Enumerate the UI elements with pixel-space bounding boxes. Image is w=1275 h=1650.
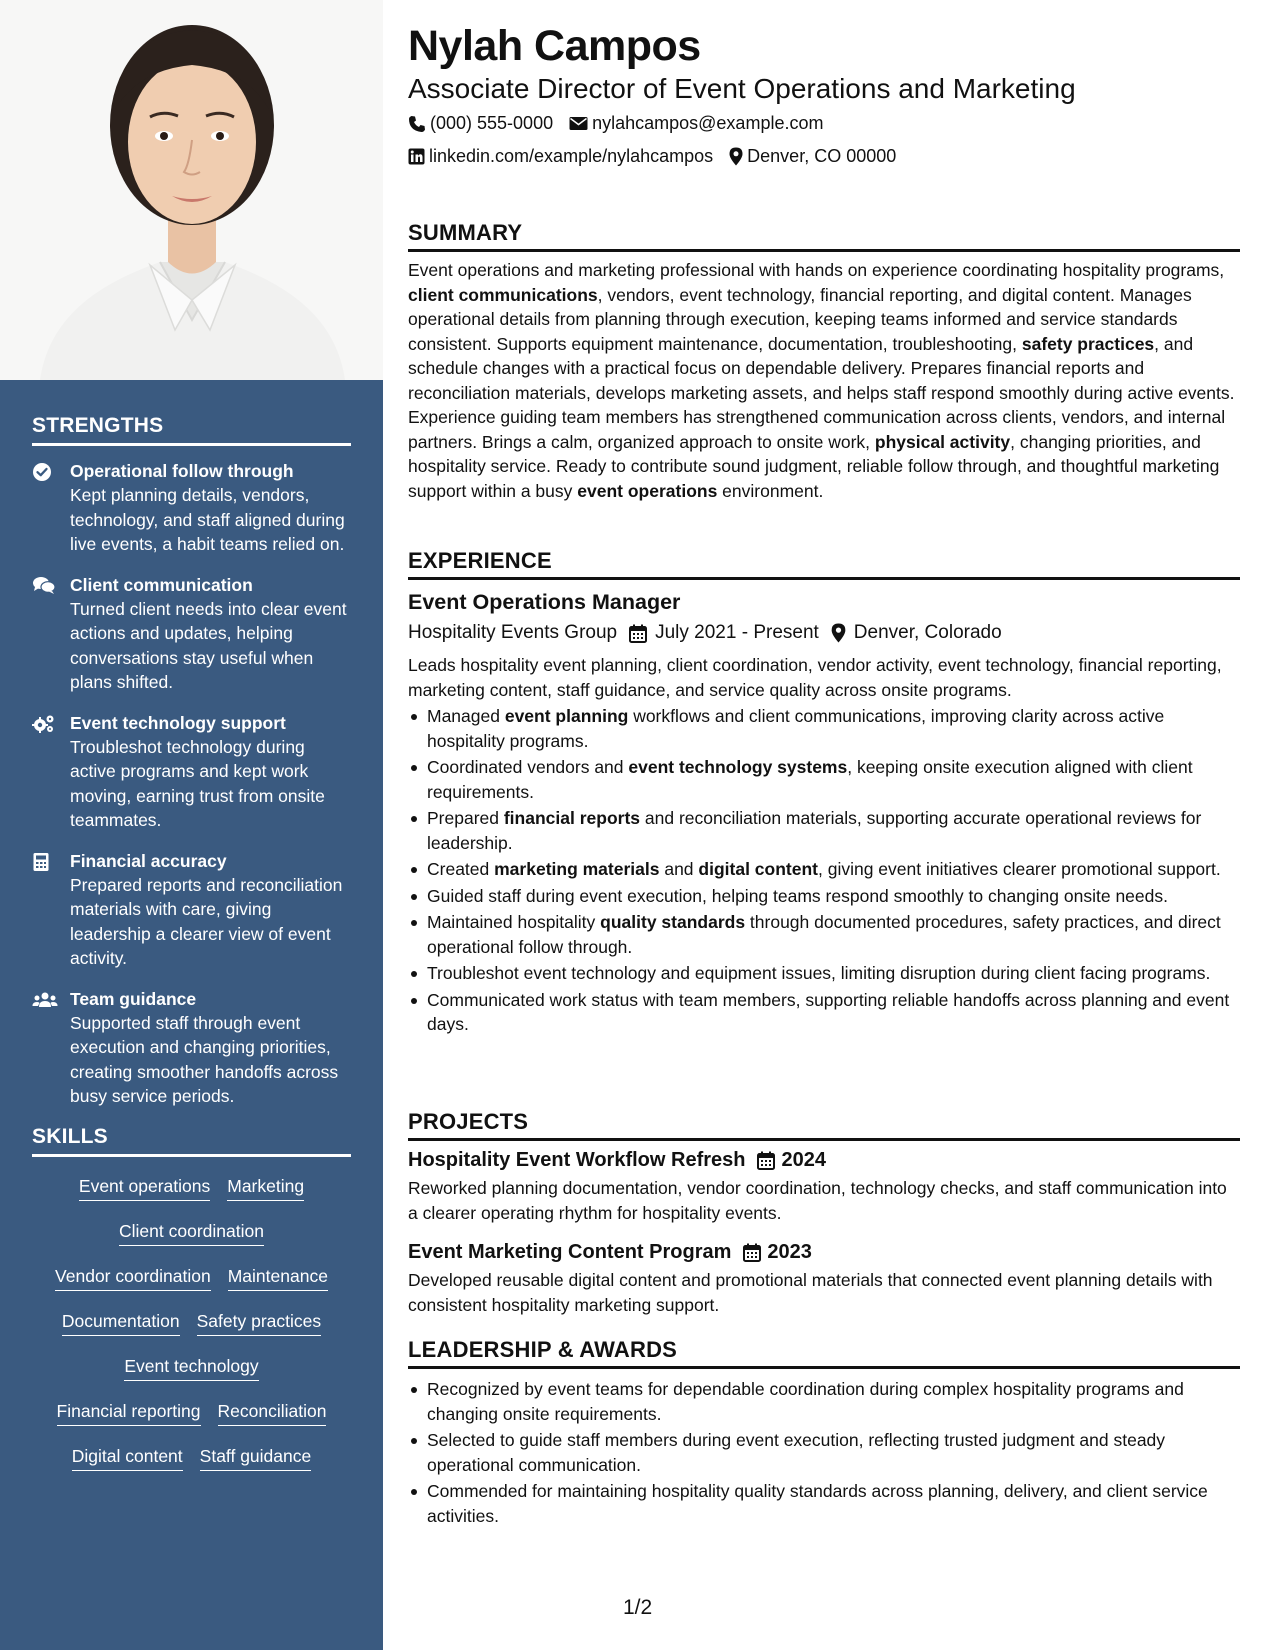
strength-desc: Turned client needs into clear event actions and updates, helping conversations stay useful when plans shifted. xyxy=(70,598,347,692)
job-bullet xyxy=(408,704,1240,753)
linkedin-icon xyxy=(408,148,429,165)
projects-heading: PROJECTS xyxy=(408,1109,1240,1141)
text-run: and reconciliation materials, supporting accurate operational reviews for leadership. xyxy=(427,808,1202,853)
strength-title: Team guidance xyxy=(70,988,197,1009)
strength-item xyxy=(32,711,351,833)
location-text: Denver, CO 00000 xyxy=(747,146,897,166)
project-header xyxy=(408,1149,1240,1172)
text-run: Prepared xyxy=(427,808,504,828)
job-location-text: Denver, Colorado xyxy=(853,622,1002,643)
summary-text xyxy=(408,258,1240,503)
text-run: Maintained hospitality xyxy=(427,912,601,932)
bold-text: event operations xyxy=(577,480,718,501)
skill-tag: Event technology xyxy=(124,1355,258,1381)
skills-row xyxy=(32,1349,351,1394)
project-desc: Developed reusable digital content and promotional materials that connected event planning details with consistent hospitality marketing support. xyxy=(408,1270,1213,1315)
job-dates xyxy=(629,622,819,644)
skill-tag: Digital content xyxy=(72,1445,183,1471)
linkedin-text[interactable]: linkedin.com/example/nylahcampos xyxy=(429,146,714,166)
job-dates-text: July 2021 - Present xyxy=(655,622,819,643)
text-run: Created xyxy=(427,859,495,879)
job-location xyxy=(831,622,1002,644)
envelope-icon xyxy=(569,116,592,131)
skills-list xyxy=(32,1169,351,1484)
skill-tag: Event operations xyxy=(79,1175,210,1201)
candidate-title: Associate Director of Event Operations and Marketing xyxy=(408,73,1076,104)
strength-desc: Troubleshot technology during active programs and kept work moving, earning trust from onsite teammates. xyxy=(70,736,325,830)
text-run: , and schedule changes with a practical focus on dependable delivery. Prepares financial reports and reconciliation materials, develops marketing assets, and helps staff respond smoothly during active events. Experience guiding team members has strengthened communication across clients, vendors, and internal partners. Brings a calm, organized approach to onsite work, xyxy=(408,333,1235,452)
bold-text: event planning xyxy=(504,706,629,726)
leadership-bullet: Commended for maintaining hospitality quality standards across planning, delivery, and client service activities. xyxy=(408,1479,1240,1528)
strength-desc: Kept planning details, vendors, technology, and staff aligned during live events, a habit teams relied on. xyxy=(70,485,345,554)
skills-row xyxy=(32,1394,351,1439)
job-bullet xyxy=(408,857,1240,882)
profile-photo xyxy=(0,0,383,380)
leadership-bullet: Selected to guide staff members during event execution, reflecting trusted judgment and steady operational communication. xyxy=(408,1428,1240,1477)
map-pin-icon xyxy=(729,147,747,166)
sidebar xyxy=(0,0,383,1650)
leadership-heading: LEADERSHIP & AWARDS xyxy=(408,1337,1240,1369)
text-run: environment. xyxy=(717,480,824,501)
job-bullet xyxy=(408,961,1240,986)
strengths-heading: STRENGTHS xyxy=(32,414,351,446)
contact-row xyxy=(408,146,912,167)
text-run: through documented procedures, safety practices, and direct operational follow through. xyxy=(427,912,1221,957)
strength-item xyxy=(32,987,351,1109)
job-bullets xyxy=(408,704,1240,1037)
contact-location xyxy=(729,146,896,167)
text-run: Communicated work status with team members, supporting reliable handoffs across planning and event days. xyxy=(427,989,1230,1034)
skill-tag: Financial reporting xyxy=(57,1400,201,1426)
project-year: 2023 xyxy=(767,1241,812,1263)
contact-email[interactable] xyxy=(569,113,823,134)
skills-row xyxy=(32,1304,351,1349)
text-run: and xyxy=(659,859,699,879)
skill-tag: Maintenance xyxy=(228,1265,328,1291)
leadership-bullets xyxy=(408,1377,1240,1528)
skill-tag: Staff guidance xyxy=(200,1445,312,1471)
calendar-icon xyxy=(731,1243,767,1262)
skill-tag: Documentation xyxy=(62,1310,180,1336)
leadership-section xyxy=(408,1337,1240,1530)
strength-title: Operational follow through xyxy=(70,461,294,481)
text-run: Guided staff during event execution, helping teams respond smoothly to changing onsite needs. xyxy=(427,885,1168,906)
text-run: Managed xyxy=(427,706,505,726)
skill-tag: Marketing xyxy=(227,1175,304,1201)
skill-tag: Vendor coordination xyxy=(55,1265,211,1291)
text-run: Troubleshot event technology and equipment issues, limiting disruption during client facing programs. xyxy=(427,963,1211,983)
skill-tag: Safety practices xyxy=(197,1310,322,1336)
chat-bubbles-icon xyxy=(32,573,70,695)
candidate-name: Nylah Campos xyxy=(408,22,701,70)
team-icon xyxy=(32,987,70,1109)
bold-text: physical activity xyxy=(874,431,1011,452)
contact-phone xyxy=(408,113,553,134)
skills-row xyxy=(32,1439,351,1484)
skills-heading: SKILLS xyxy=(32,1125,351,1157)
gears-icon xyxy=(32,711,70,833)
text-run: Event operations and marketing professional with hands on experience coordinating hospitality programs, xyxy=(408,260,1225,280)
text-run: , giving event initiatives clearer promotional support. xyxy=(818,859,1221,879)
text-run: , keeping onsite execution aligned with client requirements. xyxy=(427,757,1193,802)
summary-heading: SUMMARY xyxy=(408,220,1240,252)
job-bullet xyxy=(408,806,1240,855)
strength-item xyxy=(32,849,351,971)
calendar-icon xyxy=(629,624,655,643)
job-bullet xyxy=(408,988,1240,1037)
summary-section xyxy=(408,220,1240,503)
company-name: Hospitality Events Group xyxy=(408,622,618,643)
phone-icon xyxy=(408,115,430,133)
projects-section xyxy=(408,1109,1240,1317)
contact-linkedin[interactable] xyxy=(408,146,713,167)
bold-text: event technology systems xyxy=(628,757,848,777)
skills-row xyxy=(32,1259,351,1304)
experience-heading: EXPERIENCE xyxy=(408,548,1240,580)
bold-text: financial reports xyxy=(503,808,641,828)
project-header xyxy=(408,1241,1240,1264)
email-text[interactable]: nylahcampos@example.com xyxy=(592,113,824,133)
job-bullet xyxy=(408,910,1240,959)
phone-text: (000) 555-0000 xyxy=(430,113,554,133)
job-bullet xyxy=(408,755,1240,804)
project-title: Event Marketing Content Program xyxy=(408,1241,732,1263)
text-run: , vendors, event technology, financial reporting, and digital content. Manages operational details from planning through execution, keeping teams informed and service standards consistent. Supports equipment maintenance, documentation, troubleshooting, xyxy=(408,284,1192,354)
project-year: 2024 xyxy=(781,1149,826,1171)
strengths-list xyxy=(32,459,351,1109)
strength-desc: Supported staff through event execution and changing priorities, creating smoother handoffs across busy service periods. xyxy=(70,1012,339,1106)
experience-section xyxy=(408,548,1240,1039)
job-bullet xyxy=(408,884,1240,909)
map-pin-icon xyxy=(831,623,854,643)
calculator-icon xyxy=(32,849,70,971)
bold-text: safety practices xyxy=(1021,333,1155,354)
strength-title: Financial accuracy xyxy=(70,850,227,871)
bold-text: quality standards xyxy=(600,912,746,932)
page-number: 1/2 xyxy=(623,1596,653,1619)
leadership-bullet: Recognized by event teams for dependable coordination during complex hospitality programs and changing onsite requirements. xyxy=(408,1377,1240,1426)
bold-text: client communications xyxy=(408,284,598,305)
strength-title: Event technology support xyxy=(70,712,286,733)
strength-title: Client communication xyxy=(70,574,253,595)
skill-tag: Client coordination xyxy=(119,1220,264,1246)
job-meta xyxy=(408,622,1240,644)
check-circle-icon xyxy=(32,459,70,557)
strength-item xyxy=(32,459,351,557)
bold-text: digital content xyxy=(698,859,818,879)
strength-item xyxy=(32,573,351,695)
job-title: Event Operations Manager xyxy=(408,590,681,614)
project-desc: Reworked planning documentation, vendor coordination, technology checks, and staff communication into a clearer operating rhythm for hospitality events. xyxy=(408,1178,1227,1223)
calendar-icon xyxy=(745,1151,781,1170)
skill-tag: Reconciliation xyxy=(218,1400,327,1426)
job-intro: Leads hospitality event planning, client coordination, vendor activity, event technology, financial reporting, marketing content, staff guidance, and service quality across onsite programs. xyxy=(408,655,1222,700)
text-run: workflows and client communications, improving clarity across active hospitality programs. xyxy=(427,706,1165,751)
sidebar-content xyxy=(32,380,351,1484)
project-title: Hospitality Event Workflow Refresh xyxy=(408,1149,746,1171)
skills-row xyxy=(32,1214,351,1259)
strength-desc: Prepared reports and reconciliation materials with care, giving leadership a clearer view of event activity. xyxy=(70,874,343,968)
contact-row xyxy=(408,113,839,134)
bold-text: marketing materials xyxy=(494,859,660,879)
skills-row xyxy=(32,1169,351,1214)
text-run: Coordinated vendors and xyxy=(427,757,629,777)
text-run: , changing priorities, and hospitality service. Ready to contribute sound judgment, reliable follow through, and thoughtful marketing support within a busy xyxy=(408,431,1220,501)
